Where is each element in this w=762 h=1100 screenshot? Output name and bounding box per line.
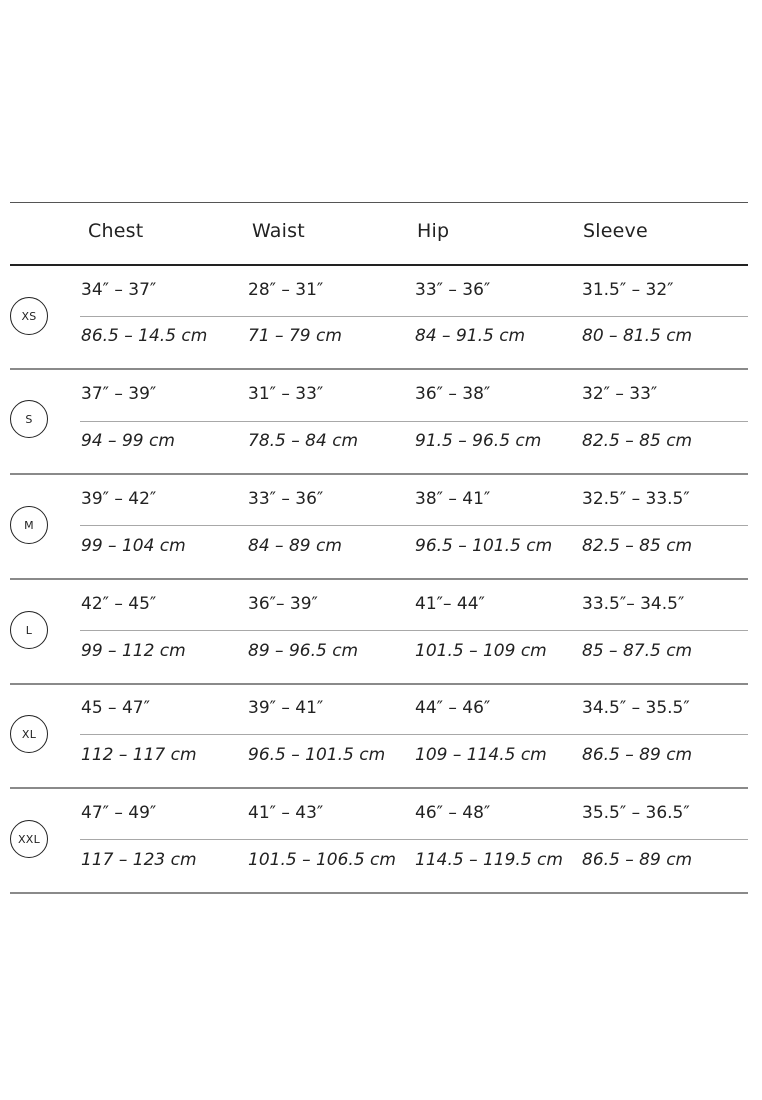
- sleeve-imperial-xs: 31.5″ – 32″: [582, 280, 674, 300]
- chest-metric-xs: 86.5 – 14.5 cm: [81, 326, 208, 346]
- row-divider: [10, 683, 748, 685]
- row-divider: [10, 578, 748, 580]
- size-badge-xxl: XXL: [10, 820, 48, 858]
- unit-divider: [80, 525, 748, 526]
- waist-imperial-xl: 39″ – 41″: [248, 698, 324, 718]
- hip-imperial-xxl: 46″ – 48″: [415, 803, 491, 823]
- table-bottom-rule: [10, 892, 748, 894]
- waist-metric-s: 78.5 – 84 cm: [248, 431, 359, 451]
- hip-imperial-l: 41″– 44″: [415, 594, 485, 614]
- sleeve-metric-m: 82.5 – 85 cm: [582, 536, 693, 556]
- waist-metric-xs: 71 – 79 cm: [248, 326, 342, 346]
- row-divider: [10, 473, 748, 475]
- hip-imperial-s: 36″ – 38″: [415, 384, 491, 404]
- waist-metric-xxl: 101.5 – 106.5 cm: [248, 850, 396, 870]
- sleeve-metric-l: 85 – 87.5 cm: [582, 641, 693, 661]
- chest-imperial-xxl: 47″ – 49″: [81, 803, 157, 823]
- waist-imperial-s: 31″ – 33″: [248, 384, 324, 404]
- unit-divider: [80, 316, 748, 317]
- size-badge-xl: XL: [10, 715, 48, 753]
- chest-metric-m: 99 – 104 cm: [81, 536, 186, 556]
- chest-metric-l: 99 – 112 cm: [81, 641, 186, 661]
- waist-imperial-m: 33″ – 36″: [248, 489, 324, 509]
- hip-metric-xs: 84 – 91.5 cm: [415, 326, 526, 346]
- chest-imperial-xs: 34″ – 37″: [81, 280, 157, 300]
- chest-imperial-m: 39″ – 42″: [81, 489, 157, 509]
- hip-metric-xl: 109 – 114.5 cm: [415, 745, 547, 765]
- waist-imperial-xs: 28″ – 31″: [248, 280, 324, 300]
- row-divider: [10, 368, 748, 370]
- header-hip: Hip: [417, 220, 450, 242]
- unit-divider: [80, 839, 748, 840]
- sleeve-metric-xl: 86.5 – 89 cm: [582, 745, 693, 765]
- sleeve-imperial-l: 33.5″– 34.5″: [582, 594, 685, 614]
- chest-metric-xl: 112 – 117 cm: [81, 745, 197, 765]
- hip-metric-s: 91.5 – 96.5 cm: [415, 431, 542, 451]
- unit-divider: [80, 630, 748, 631]
- sleeve-metric-xs: 80 – 81.5 cm: [582, 326, 693, 346]
- hip-metric-xxl: 114.5 – 119.5 cm: [415, 850, 563, 870]
- unit-divider: [80, 421, 748, 422]
- hip-metric-l: 101.5 – 109 cm: [415, 641, 547, 661]
- sleeve-metric-xxl: 86.5 – 89 cm: [582, 850, 693, 870]
- row-divider: [10, 787, 748, 789]
- size-badge-l: L: [10, 611, 48, 649]
- size-badge-xs: XS: [10, 297, 48, 335]
- hip-imperial-xl: 44″ – 46″: [415, 698, 491, 718]
- header-sleeve: Sleeve: [583, 220, 648, 242]
- chest-imperial-l: 42″ – 45″: [81, 594, 157, 614]
- header-waist: Waist: [252, 220, 305, 242]
- hip-metric-m: 96.5 – 101.5 cm: [415, 536, 553, 556]
- waist-metric-m: 84 – 89 cm: [248, 536, 342, 556]
- sleeve-imperial-xxl: 35.5″ – 36.5″: [582, 803, 690, 823]
- chest-metric-s: 94 – 99 cm: [81, 431, 175, 451]
- chest-imperial-s: 37″ – 39″: [81, 384, 157, 404]
- unit-divider: [80, 734, 748, 735]
- chest-imperial-xl: 45 – 47″: [81, 698, 150, 718]
- table-top-rule: [10, 202, 748, 203]
- waist-imperial-l: 36″– 39″: [248, 594, 318, 614]
- waist-metric-xl: 96.5 – 101.5 cm: [248, 745, 386, 765]
- waist-imperial-xxl: 41″ – 43″: [248, 803, 324, 823]
- chest-metric-xxl: 117 – 123 cm: [81, 850, 197, 870]
- waist-metric-l: 89 – 96.5 cm: [248, 641, 359, 661]
- header-chest: Chest: [88, 220, 144, 242]
- hip-imperial-m: 38″ – 41″: [415, 489, 491, 509]
- size-badge-m: M: [10, 506, 48, 544]
- size-badge-s: S: [10, 400, 48, 438]
- sleeve-metric-s: 82.5 – 85 cm: [582, 431, 693, 451]
- sleeve-imperial-xl: 34.5″ – 35.5″: [582, 698, 690, 718]
- sleeve-imperial-s: 32″ – 33″: [582, 384, 658, 404]
- sleeve-imperial-m: 32.5″ – 33.5″: [582, 489, 690, 509]
- header-rule: [10, 264, 748, 266]
- hip-imperial-xs: 33″ – 36″: [415, 280, 491, 300]
